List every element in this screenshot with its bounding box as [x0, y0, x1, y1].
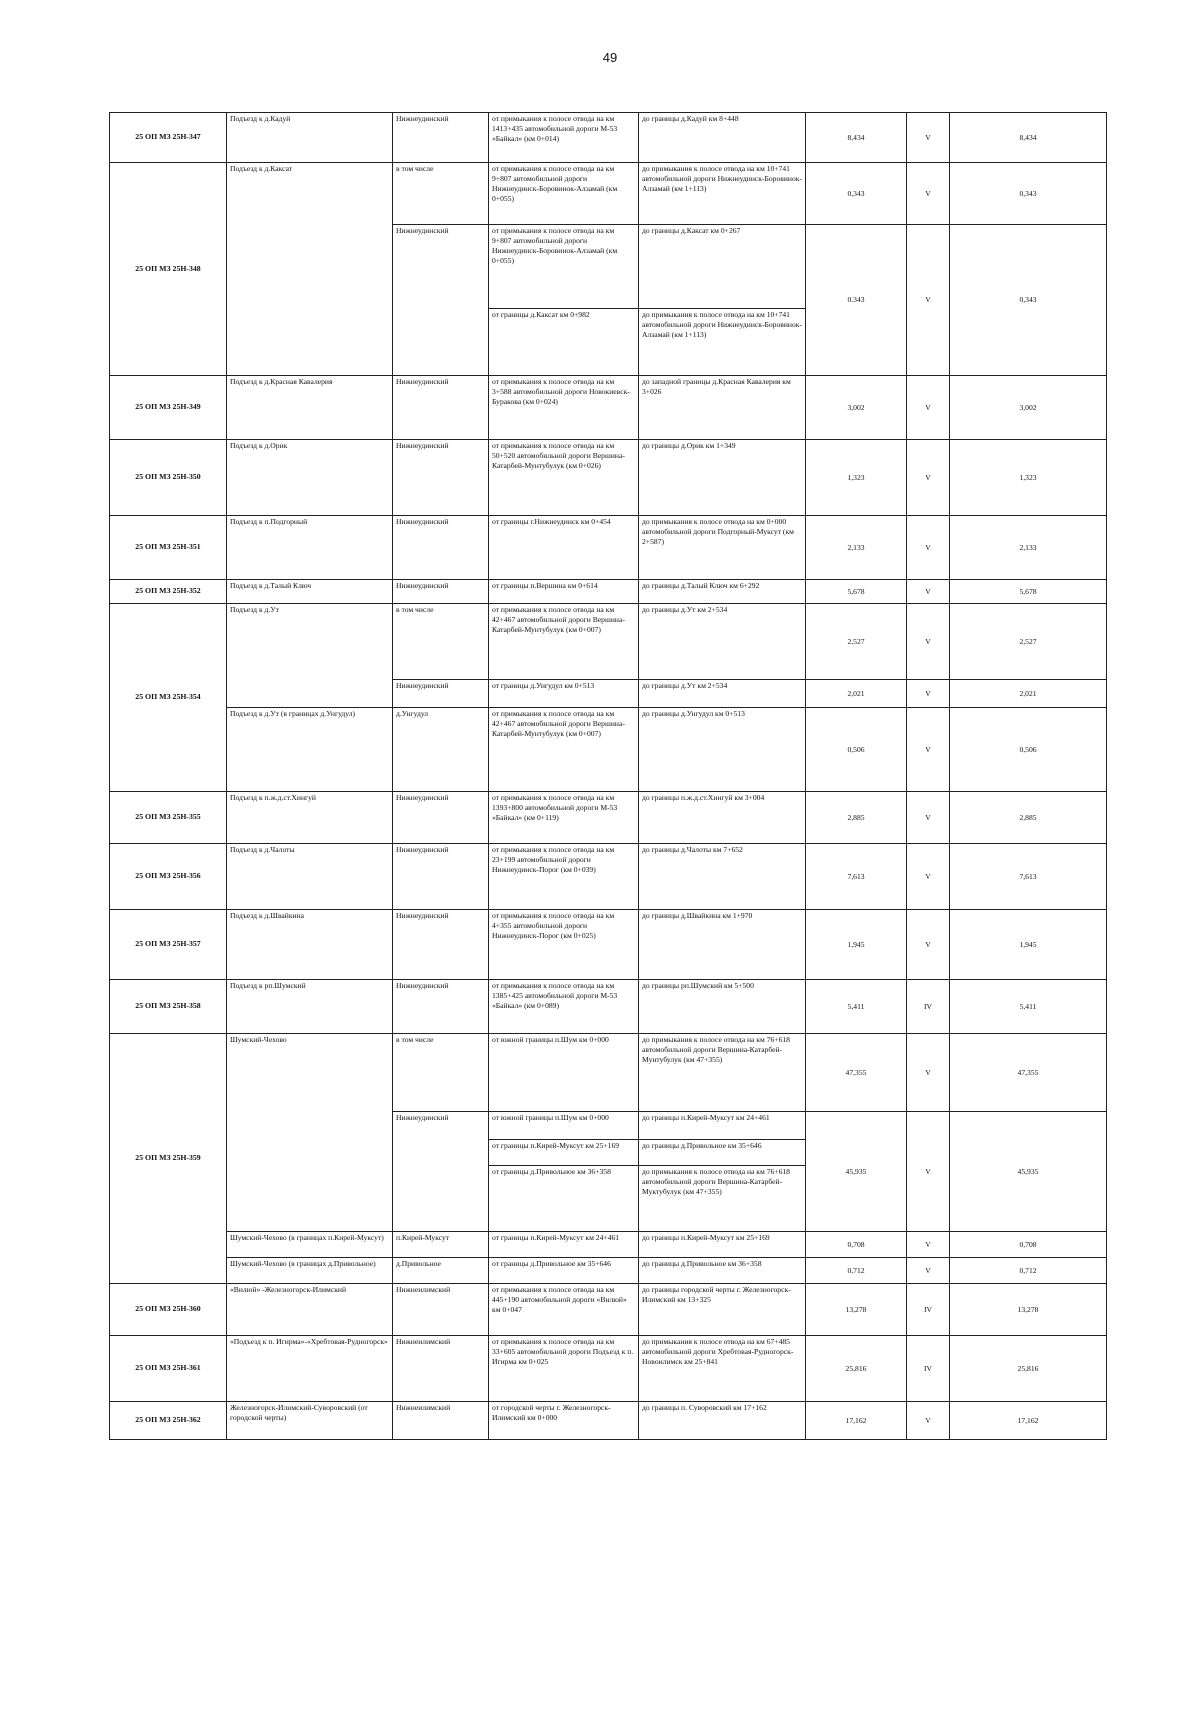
district: Нижнеилимский [393, 1284, 489, 1336]
total-length: 45,935 [950, 1112, 1107, 1232]
section-start: от границы п.Кирей-Муксут км 24+461 [489, 1232, 639, 1258]
road-category: IV [907, 1284, 950, 1336]
section-start: от примыкания к полосе отвода на км 1393+800 автомобильной дороги М-53 «Байкал» (км 0+119) [489, 792, 639, 844]
table-row [110, 440, 1107, 516]
section-length: 0.343 [806, 225, 907, 376]
district: Нижнеудинский [393, 580, 489, 604]
section-start: от примыкания к полосе отвода на км 23+199 автомобильной дороги Нижнеудинск-Порог (км 0+039) [489, 844, 639, 910]
total-length: 25,816 [950, 1336, 1107, 1402]
section-start: от примыкания к полосе отвода на км 42+467 автомобильной дороги Вершина-Катарбей-Мунтубулук (км 0+007) [489, 708, 639, 792]
section-start: от границы п.Вершина км 0+614 [489, 580, 639, 604]
road-category: V [907, 910, 950, 980]
road-code: 25 ОП МЗ 25Н-355 [110, 792, 227, 844]
district: д.Привольное [393, 1258, 489, 1284]
section-start: от примыкания к полосе отвода на км 3+588 автомобильной дороги Новокиевск-Буракова (км 0+024) [489, 376, 639, 440]
section-start: от примыкания к полосе отвода на км 1413+435 автомобильной дороги М-53 «Байкал» (км 0+014) [489, 113, 639, 163]
section-start: от примыкания к полосе отвода на км 4+355 автомобильной дороги Нижнеудинск-Порог (км 0+025) [489, 910, 639, 980]
section-length: 8,434 [806, 113, 907, 163]
table-row [110, 604, 1107, 680]
road-code: 25 ОП МЗ 25Н-348 [110, 163, 227, 376]
section-end: до границы д.Ут км 2+534 [639, 604, 806, 680]
road-code: 25 ОП МЗ 25Н-351 [110, 516, 227, 580]
road-category: V [907, 376, 950, 440]
district: Нижнеилимский [393, 1336, 489, 1402]
district: Нижнеудинский [393, 376, 489, 440]
section-length: 5,411 [806, 980, 907, 1034]
table-row [110, 516, 1107, 580]
section-end: до примыкания к полосе отвода на км 76+618 автомобильной дороги Вершина-Катарбей-Муктубулук (км 47+355) [639, 1166, 806, 1232]
district: в том числе [393, 604, 489, 680]
total-length: 2,021 [950, 680, 1107, 708]
table-row [110, 1034, 1107, 1112]
section-end: до границы д.Каксат км 0+267 [639, 225, 806, 309]
road-code: 25 ОП МЗ 25Н-352 [110, 580, 227, 604]
table-row [110, 1258, 1107, 1284]
section-end: до границы п.Кирей-Муксут км 25+169 [639, 1232, 806, 1258]
section-length: 0,343 [806, 163, 907, 225]
district: Нижнеудинский [393, 910, 489, 980]
total-length: 5,411 [950, 980, 1107, 1034]
road-code: 25 ОП МЗ 25Н-362 [110, 1402, 227, 1440]
road-name: Подъезд к п.ж.д.ст.Хингуй [227, 792, 393, 844]
section-start: от границы п.Кирей-Муксут км 25+169 [489, 1140, 639, 1166]
section-end: до примыкания к полосе отвода на км 76+618 автомобильной дороги Вершина-Катарбей-Мунтубулук (км 47+355) [639, 1034, 806, 1112]
road-category: V [907, 113, 950, 163]
table-row [110, 792, 1107, 844]
section-length: 0,708 [806, 1232, 907, 1258]
total-length: 0,343 [950, 163, 1107, 225]
road-name: Подъезд к д.Чалоты [227, 844, 393, 910]
roads-table [109, 112, 1107, 1440]
road-category: V [907, 440, 950, 516]
table-row [110, 1232, 1107, 1258]
total-length: 8,434 [950, 113, 1107, 163]
table-row [110, 708, 1107, 792]
district: Нижнеудинский [393, 225, 489, 376]
total-length: 0,708 [950, 1232, 1107, 1258]
section-start: от границы д.Привольное км 36+358 [489, 1166, 639, 1232]
road-category: V [907, 1034, 950, 1112]
district: Нижнеудинский [393, 1112, 489, 1232]
section-start: от границы г.Нижнеудинск км 0+454 [489, 516, 639, 580]
district: Нижнеудинский [393, 516, 489, 580]
table-row [110, 163, 1107, 225]
road-category: V [907, 225, 950, 376]
section-start: от городской черты г. Железногорск-Илимский км 0+000 [489, 1402, 639, 1440]
road-category: V [907, 680, 950, 708]
section-start: от примыкания к полосе отвода на км 9+807 автомобильной дороги Нижнеудинск-Боровинок-Алзамай (км 0+055) [489, 225, 639, 309]
district: п.Кирей-Муксут [393, 1232, 489, 1258]
section-length: 3,002 [806, 376, 907, 440]
district: д.Унгудул [393, 708, 489, 792]
section-start: от примыкания к полосе отвода на км 42+467 автомобильной дороги Вершина-Катарбей-Мунтубулук (км 0+007) [489, 604, 639, 680]
total-length: 17,162 [950, 1402, 1107, 1440]
section-start: от примыкания к полосе отвода на км 445+190 автомобильной дороги «Вилюй» км 0+047 [489, 1284, 639, 1336]
road-name: Подъезд к д.Талый Ключ [227, 580, 393, 604]
district: Нижнеудинский [393, 680, 489, 708]
road-category: V [907, 708, 950, 792]
district: Нижнеудинский [393, 844, 489, 910]
district: Нижнеудинский [393, 980, 489, 1034]
section-start: от южной границы п.Шум км 0+000 [489, 1112, 639, 1140]
section-end: до примыкания к полосе отвода на км 0+000 автомобильной дороги Подгорный-Муксут (км 2+587) [639, 516, 806, 580]
section-end: до границы д.Чалоты км 7+652 [639, 844, 806, 910]
road-code: 25 ОП МЗ 25Н-360 [110, 1284, 227, 1336]
section-start: от примыкания к полосе отвода на км 1385+425 автомобильной дороги М-53 «Байкал» (км 0+089) [489, 980, 639, 1034]
section-start: от примыкания к полосе отвода на км 50+520 автомобильной дороги Вершина-Катарбей-Мунтубулук (км 0+026) [489, 440, 639, 516]
total-length: 3,002 [950, 376, 1107, 440]
section-length: 2,885 [806, 792, 907, 844]
road-code: 25 ОП МЗ 25Н-354 [110, 604, 227, 792]
table-row [110, 376, 1107, 440]
table-row [110, 113, 1107, 163]
road-name: «Вилюй» -Железногорск-Илимский [227, 1284, 393, 1336]
section-end: до границы д.Унгудул км 0+513 [639, 708, 806, 792]
road-name: Подъезд к рп.Шумский [227, 980, 393, 1034]
section-length: 47,355 [806, 1034, 907, 1112]
section-end: до примыкания к полосе отвода на км 10+741 автомобильной дороги Нижнеудинск-Боровинок-Алзамай (км 1+113) [639, 309, 806, 376]
section-length: 17,162 [806, 1402, 907, 1440]
road-category: V [907, 1112, 950, 1232]
total-length: 47,355 [950, 1034, 1107, 1112]
section-length: 2,021 [806, 680, 907, 708]
total-length: 5,678 [950, 580, 1107, 604]
road-category: IV [907, 980, 950, 1034]
section-length: 1,323 [806, 440, 907, 516]
total-length: 0,506 [950, 708, 1107, 792]
section-start: от южной границы п.Шум км 0+000 [489, 1034, 639, 1112]
section-end: до границы д.Швайкина км 1+970 [639, 910, 806, 980]
table-row [110, 1336, 1107, 1402]
section-start: от границы д.Каксат км 0+982 [489, 309, 639, 376]
section-length: 25,816 [806, 1336, 907, 1402]
road-category: V [907, 844, 950, 910]
section-length: 0,506 [806, 708, 907, 792]
road-name: Подъезд к д.Орик [227, 440, 393, 516]
section-end: до границы п. Суворовский км 17+162 [639, 1402, 806, 1440]
section-end: до границы д.Привольное км 35+646 [639, 1140, 806, 1166]
road-code: 25 ОП МЗ 25Н-358 [110, 980, 227, 1034]
district: в том числе [393, 163, 489, 225]
section-length: 5,678 [806, 580, 907, 604]
road-code: 25 ОП МЗ 25Н-347 [110, 113, 227, 163]
section-end: до границы д.Орик км 1+349 [639, 440, 806, 516]
section-end: до границы п.Кирей-Муксут км 24+461 [639, 1112, 806, 1140]
section-length: 13,278 [806, 1284, 907, 1336]
district: Нижнеудинский [393, 792, 489, 844]
section-end: до границы городской черты г. Железногорск-Илимский км 13+325 [639, 1284, 806, 1336]
district: Нижнеудинский [393, 113, 489, 163]
section-end: до границы рп.Шумский км 5+500 [639, 980, 806, 1034]
road-name: Подъезд к д.Швайкина [227, 910, 393, 980]
road-code: 25 ОП МЗ 25Н-357 [110, 910, 227, 980]
page-number: 49 [602, 50, 618, 65]
road-category: V [907, 163, 950, 225]
section-length: 1,945 [806, 910, 907, 980]
table-row [110, 980, 1107, 1034]
road-name: Железногорск-Илимский-Суворовский (от городской черты) [227, 1402, 393, 1440]
total-length: 2,133 [950, 516, 1107, 580]
table-row [110, 1284, 1107, 1336]
road-category: V [907, 604, 950, 680]
section-start: от примыкания к полосе отвода на км 9+807 автомобильной дороги Нижнеудинск-Боровинок-Алзамай (км 0+055) [489, 163, 639, 225]
section-end: до границы д.Талый Ключ км 6+292 [639, 580, 806, 604]
road-name: Шумский-Чехово (в границах д.Привольное) [227, 1258, 393, 1284]
section-length: 2,133 [806, 516, 907, 580]
road-name: «Подъезд к п. Игирма»-«Хребтовая-Рудногорск» [227, 1336, 393, 1402]
section-length: 45,935 [806, 1112, 907, 1232]
total-length: 2,527 [950, 604, 1107, 680]
road-category: V [907, 792, 950, 844]
section-start: от границы д.Привольное км 35+646 [489, 1258, 639, 1284]
table-row [110, 910, 1107, 980]
section-length: 7,613 [806, 844, 907, 910]
total-length: 1,323 [950, 440, 1107, 516]
road-name: Подъезд к д.Кадуй [227, 113, 393, 163]
road-category: V [907, 516, 950, 580]
road-category: V [907, 580, 950, 604]
section-end: до границы д.Ут км 2+534 [639, 680, 806, 708]
road-code: 25 ОП МЗ 25Н-361 [110, 1336, 227, 1402]
section-start: от границы д.Унгудул км 0+513 [489, 680, 639, 708]
district: Нижнеилимский [393, 1402, 489, 1440]
road-name: Подъезд к д.Красная Кавалерия [227, 376, 393, 440]
road-name: Шумский-Чехово [227, 1034, 393, 1232]
section-end: до примыкания к полосе отвода на км 67+485 автомобильной дороги Хребтовая-Рудногорск-Новоилимск км 25+841 [639, 1336, 806, 1402]
road-code: 25 ОП МЗ 25Н-356 [110, 844, 227, 910]
road-category: IV [907, 1336, 950, 1402]
district: Нижнеудинский [393, 440, 489, 516]
road-name: Подъезд к д.Ут [227, 604, 393, 708]
section-end: до границы д.Кадуй км 8+448 [639, 113, 806, 163]
table-row [110, 1402, 1107, 1440]
road-category: V [907, 1232, 950, 1258]
total-length: 1,945 [950, 910, 1107, 980]
road-name: Шумский-Чехово (в границах п.Кирей-Муксут) [227, 1232, 393, 1258]
table-row [110, 580, 1107, 604]
road-name: Подъезд к д.Ут (в границах д.Унгудул) [227, 708, 393, 792]
section-end: до границы д.Привольное км 36+358 [639, 1258, 806, 1284]
section-length: 0,712 [806, 1258, 907, 1284]
total-length: 7,613 [950, 844, 1107, 910]
total-length: 2,885 [950, 792, 1107, 844]
road-code: 25 ОП МЗ 25Н-349 [110, 376, 227, 440]
road-code: 25 ОП МЗ 25Н-350 [110, 440, 227, 516]
section-end: до границы п.ж.д.ст.Хингуй км 3+004 [639, 792, 806, 844]
road-category: V [907, 1402, 950, 1440]
section-length: 2,527 [806, 604, 907, 680]
section-start: от примыкания к полосе отвода на км 33+605 автомобильной дороги Подъезд к п. Игирма км 0+025 [489, 1336, 639, 1402]
section-end: до западной границы д.Красная Кавалерия км 3+026 [639, 376, 806, 440]
section-end: до примыкания к полосе отвода на км 10+741 автомобильной дороги Нижнеудинск-Боровинок-Алзамай (км 1+113) [639, 163, 806, 225]
road-name: Подъезд к д.Каксат [227, 163, 393, 376]
road-category: V [907, 1258, 950, 1284]
road-code: 25 ОП МЗ 25Н-359 [110, 1034, 227, 1284]
total-length: 0,343 [950, 225, 1107, 376]
table-row [110, 844, 1107, 910]
district: в том числе [393, 1034, 489, 1112]
road-name: Подъезд к п.Подгорный [227, 516, 393, 580]
total-length: 13,278 [950, 1284, 1107, 1336]
total-length: 0,712 [950, 1258, 1107, 1284]
